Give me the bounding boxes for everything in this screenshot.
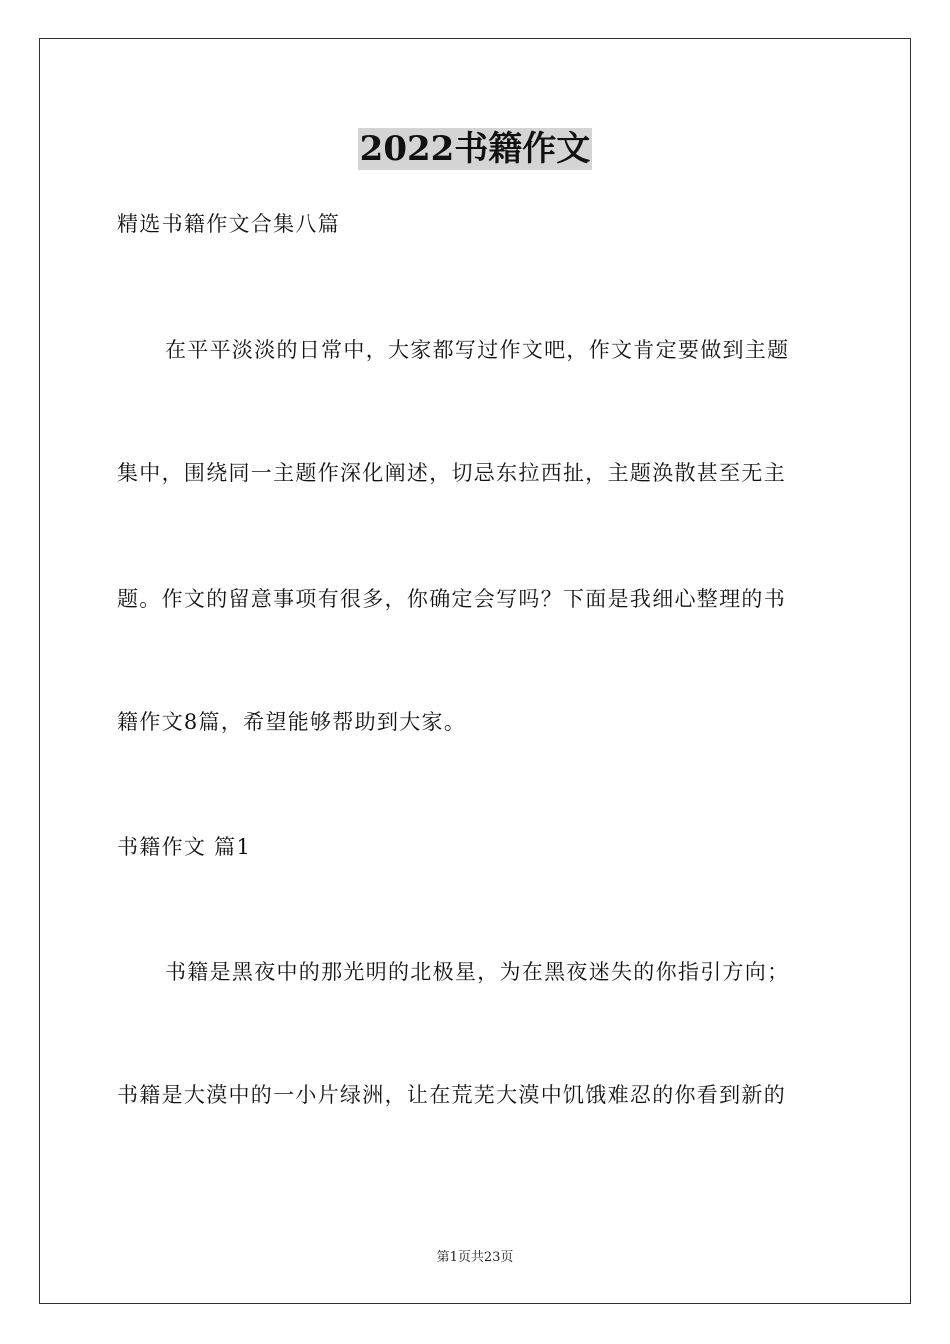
paragraph-line: 题。作文的留意事项有很多，你确定会写吗？下面是我细心整理的书 — [117, 587, 786, 611]
paragraph-line: 书籍是大漠中的一小片绿洲，让在荒芜大漠中饥饿难忍的你看到新的 — [117, 1083, 786, 1107]
paragraph-line: 书籍是黑夜中的那光明的北极星，为在黑夜迷失的你指引方向； — [165, 960, 790, 984]
paragraph-line: 籍作文8篇，希望能够帮助到大家。 — [117, 710, 467, 734]
paragraph-line: 在平平淡淡的日常中，大家都写过作文吧，作文肯定要做到主题 — [165, 338, 790, 362]
page-footer — [0, 1249, 950, 1267]
title-container — [0, 128, 950, 170]
paragraph-line: 集中，围绕同一主题作深化阐述，切忌东拉西扯，主题涣散甚至无主 — [117, 461, 786, 485]
document-title: 2022书籍作文 — [359, 129, 591, 169]
section-heading: 书籍作文 篇1 — [117, 835, 252, 859]
current-page-label: 第1页 — [436, 1250, 471, 1265]
document-subtitle: 精选书籍作文合集八篇 — [117, 212, 340, 236]
total-pages-label: 共23页 — [470, 1250, 514, 1265]
